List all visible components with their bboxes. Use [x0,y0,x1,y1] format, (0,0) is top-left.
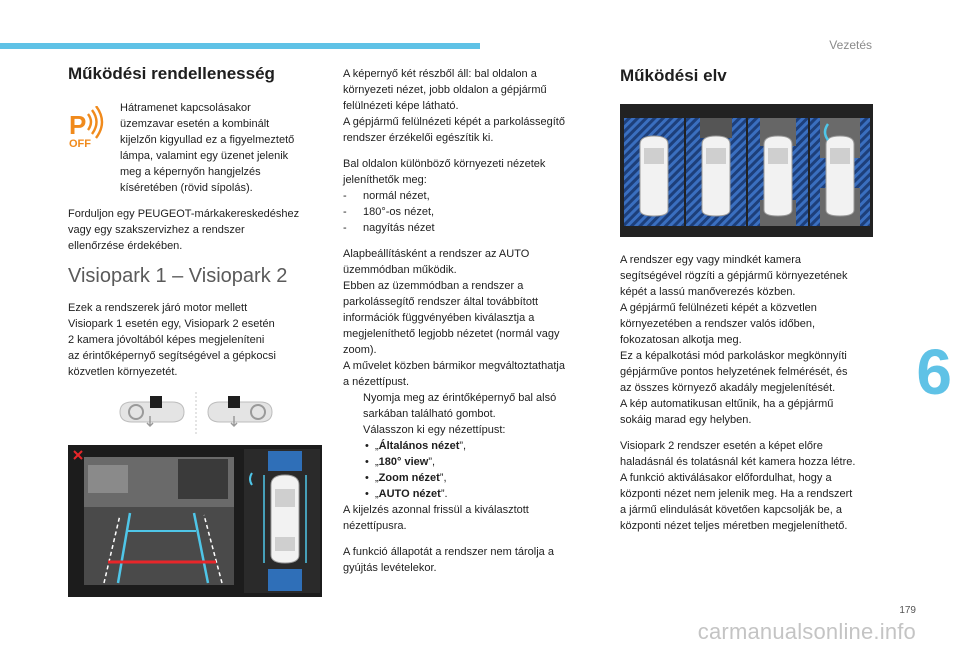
chapter-number: 6 [916,336,952,408]
text-line: felülnézeti képe látható. [343,100,459,112]
view-option-zoom: • „Zoom nézet”, [365,472,447,484]
subtitle-visiopark: Visiopark 1 – Visiopark 2 [68,265,288,287]
text-line: A funkció aktiválásakor előfordulhat, hogy a [620,472,832,484]
text-line: Ezek a rendszerek járó motor mellett [68,302,248,314]
text-line: Alapbeállításként a rendszer az AUTO [343,248,530,260]
text-line: gépjárműve pontos helyzetének felmérését, és [620,366,848,378]
text-line: 2 kamera jóvoltából képes megjeleníteni [68,334,265,346]
text-line: környezeti nézet, jobb oldalon a gépjármű [343,84,547,96]
top-view-sequence-illustration [620,104,873,237]
view-option-180: • „180° view”, [365,456,436,468]
header-accent-bar [0,43,480,49]
text-line: fokozatosan alkotja meg. [620,334,742,346]
text-line: haladásnál és tolatásnál két kamera hozza létre. [620,456,856,468]
text-line: A kép automatikusan eltűnik, ha a gépjármű [620,398,834,410]
section-title: Vezetés [829,38,872,52]
text-line: közvetlen környezetét. [68,366,178,378]
text-line: a jármű elindulását követően kapcsolják be, a [620,504,842,516]
paragraph-principle [620,252,875,428]
text-line: sokáig marad egy helyben. [620,414,752,426]
text-line: Visiopark 2 rendszer esetén a képet előre [620,440,823,452]
title-operating-principle: Működési elv [620,66,727,85]
text-line: képét a lassú manőverezés közben. [620,286,796,298]
car-front-camera-icon [120,396,184,426]
camera-position-diagram [68,392,324,434]
park-assist-off-warning-icon [68,106,108,148]
paragraph-screen-parts [343,66,593,146]
list-item: - nagyítás nézet [343,222,435,234]
text-line: megjeleníthető legjobb nézetet (normál vagy [343,328,560,340]
step-item: Válasszon ki egy nézettípust: [363,424,506,436]
text-line: központi nézet teljes méretben megjeleníthető. [620,520,848,532]
text-line: A képernyő két részből áll: bal oldalon a [343,68,537,80]
text-line: üzemzavar esetén a kombinált [120,118,270,130]
text-line: lámpa, valamint egy üzenet jelenik [120,150,289,162]
text-line: nézettípusra. [343,520,407,532]
watermark: carmanualsonline.info [697,619,916,644]
text-line: Ebben az üzemmódban a rendszer a [343,280,524,292]
text-line: meg a képernyőn hangjelzés [120,166,261,178]
list-item: - normál nézet, [343,190,430,202]
text-line: zoom). [343,344,377,356]
text-line: gyújtás levételekor. [343,562,437,574]
text-line: kíséretében (rövid sípolás). [120,182,253,194]
text-line: jeleníthetők meg: [343,174,427,186]
text-line: A kijelzés azonnal frissül a kiválasztott [343,504,529,516]
svg-text:OFF: OFF [69,138,91,148]
paragraph-visiopark2 [620,438,875,534]
text-line: információk függvényében kiválasztja a [343,312,535,324]
text-line: Bal oldalon különböző környezeti nézetek [343,158,546,170]
text-line: ellenőrzése érdekében. [68,240,183,252]
text-line: Visiopark 1 esetén egy, Visiopark 2 esetén [68,318,275,330]
text-line: a nézettípust. [343,376,410,388]
step-item: Nyomja meg az érintőképernyő bal alsó [363,392,557,404]
text-line: központi nézet nem jelenik meg. Ha a rendszert [620,488,853,500]
column-right [620,64,875,544]
text-line: rendszer érzékelői egészítik ki. [343,132,494,144]
column-middle [343,66,593,586]
close-icon [74,451,82,459]
column-left [68,64,324,597]
paragraph-intro [68,300,324,380]
view-option-auto: • „AUTO nézet”. [365,488,448,500]
paragraph-dealer [68,206,324,254]
text-line: segítségével rögzíti a gépjármű környezetének [620,270,848,282]
text-line: Forduljon egy PEUGEOT-márkakereskedéshez [68,208,300,220]
text-line: A rendszer egy vagy mindkét kamera [620,254,801,266]
text-line: az összes környező akadály megjelenítését. [620,382,836,394]
text-line: az érintőképernyő segítségével a gépkocsi [68,350,276,362]
step-item-continued: sarkában található gombot. [363,408,496,420]
warning-block [68,100,324,196]
text-line: parkolássegítő rendszer által továbbított [343,296,539,308]
text-line: A gépjármű felülnézeti képét a közvetlen [620,302,817,314]
text-line: A gépjármű felülnézeti képét a parkolássegítő [343,116,565,128]
text-line: üzemmódban működik. [343,264,457,276]
page-number: 179 [899,605,916,616]
text-line: kijelzőn kigyullad ez a figyelmeztető [120,134,295,146]
title-malfunction: Működési rendellenesség [68,64,275,83]
text-line: Hátramenet kapcsolásakor [120,102,251,114]
text-line: A funkció állapotát a rendszer nem tárolja a [343,546,554,558]
paragraph-auto-mode [343,246,593,534]
svg-text:P: P [69,110,87,140]
text-line: környezetében a rendszer valós időben, [620,318,816,330]
paragraph-view-list [343,156,593,236]
paragraph-memory [343,544,593,576]
reversing-camera-screen [68,445,322,597]
text-line: A művelet közben bármikor megváltoztathatja [343,360,565,372]
text-line: vagy egy szakszervizhez a rendszer [68,224,245,236]
car-rear-camera-icon [208,396,272,426]
text-line: Ez a képalkotási mód parkoláskor megkönnyíti [620,350,847,362]
view-option-general: • „Általános nézet”, [365,440,467,452]
list-item: - 180°-os nézet, [343,206,435,218]
